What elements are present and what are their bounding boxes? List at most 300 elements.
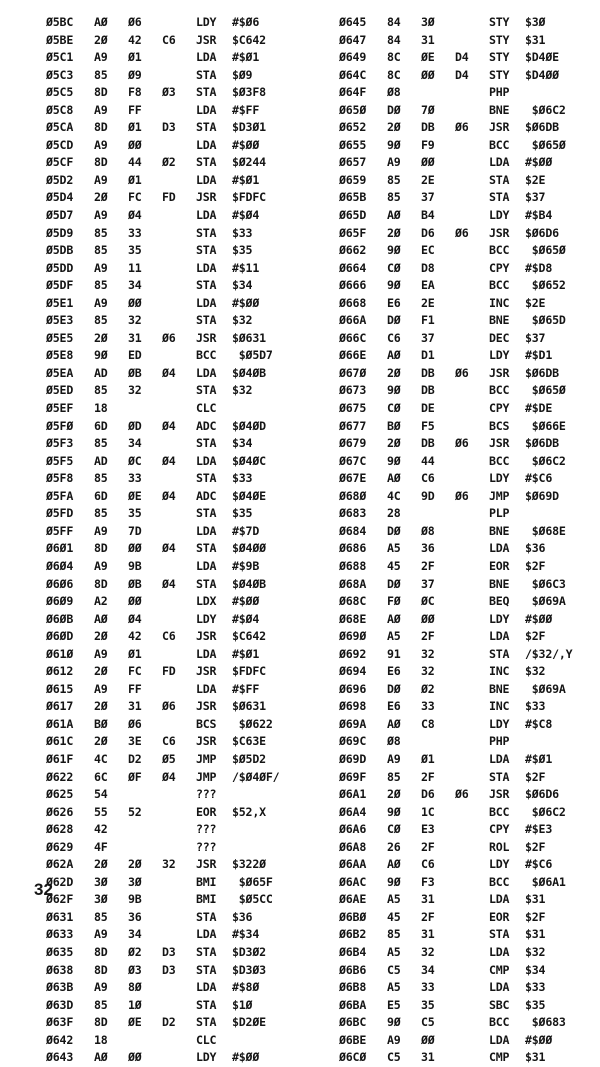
byte xyxy=(162,786,196,804)
machine-bytes xyxy=(387,540,489,558)
machine-bytes xyxy=(94,804,196,822)
operand: $Ø6A1 xyxy=(525,874,566,889)
byte: 85 xyxy=(94,436,108,451)
operand: $33 xyxy=(525,980,546,995)
address: Ø65D xyxy=(339,208,367,223)
operand: $D4ØØ xyxy=(525,67,559,82)
byte xyxy=(162,523,196,541)
byte xyxy=(162,646,196,664)
machine-bytes xyxy=(387,962,489,980)
listing-line xyxy=(46,576,312,594)
operand: $Ø631 xyxy=(232,330,266,345)
machine-bytes xyxy=(387,646,489,664)
address: Ø688 xyxy=(339,558,367,573)
byte: 4C xyxy=(387,488,401,503)
address: Ø69A xyxy=(339,716,367,731)
operand xyxy=(232,400,312,418)
address: Ø61Ø xyxy=(46,646,74,661)
byte: AØ xyxy=(387,611,401,626)
address: Ø6Ø4 xyxy=(46,558,74,573)
mnemonic: LDY xyxy=(489,716,510,731)
machine-bytes xyxy=(387,488,489,506)
address: Ø65F xyxy=(339,225,367,240)
address: Ø6AA xyxy=(339,857,367,872)
machine-bytes xyxy=(387,225,489,243)
address: Ø6Ø9 xyxy=(46,594,74,609)
address: Ø5FF xyxy=(46,523,74,538)
byte: C5 xyxy=(387,1050,401,1065)
byte: A5 xyxy=(387,629,401,644)
byte: A9 xyxy=(94,523,108,538)
listing-line xyxy=(339,716,600,734)
byte: 42 xyxy=(128,32,142,47)
listing-line xyxy=(46,119,312,137)
machine-bytes xyxy=(94,365,196,383)
mnemonic: SBC xyxy=(489,997,510,1012)
byte: 85 xyxy=(94,243,108,258)
byte: D3 xyxy=(162,944,176,959)
byte: 9B xyxy=(128,892,142,907)
operand: $52,X xyxy=(232,804,266,819)
byte xyxy=(455,382,489,400)
operand: #$E3 xyxy=(525,822,553,837)
machine-bytes xyxy=(387,769,489,787)
byte xyxy=(162,1032,196,1050)
operand: #$Ø4 xyxy=(232,611,260,626)
operand: $Ø69A xyxy=(525,681,566,696)
operand: $Ø69A xyxy=(525,594,566,609)
byte: 33 xyxy=(421,699,435,714)
byte: 36 xyxy=(421,541,435,556)
address: Ø5F8 xyxy=(46,471,74,486)
byte: Ø2 xyxy=(421,681,435,696)
byte xyxy=(455,347,489,365)
operand: $C642 xyxy=(232,32,266,47)
address: Ø675 xyxy=(339,401,367,416)
listing-line xyxy=(339,1049,600,1067)
machine-bytes xyxy=(94,891,196,909)
byte: A9 xyxy=(94,295,108,310)
listing-line xyxy=(339,119,600,137)
address: Ø67C xyxy=(339,453,367,468)
mnemonic: EOR xyxy=(489,558,510,573)
address: Ø69C xyxy=(339,734,367,749)
machine-bytes xyxy=(387,576,489,594)
byte: FF xyxy=(128,102,142,117)
machine-bytes xyxy=(94,593,196,611)
mnemonic: BCC xyxy=(489,383,510,398)
address: Ø657 xyxy=(339,155,367,170)
byte: E6 xyxy=(387,664,401,679)
machine-bytes xyxy=(387,839,489,857)
byte: A9 xyxy=(387,155,401,170)
byte: 8D xyxy=(94,155,108,170)
machine-bytes xyxy=(387,856,489,874)
operand: $FDFC xyxy=(232,664,266,679)
listing-line xyxy=(339,821,600,839)
byte xyxy=(455,698,489,716)
byte: ØE xyxy=(128,488,142,503)
listing-line xyxy=(339,611,600,629)
byte xyxy=(455,979,489,997)
address: Ø694 xyxy=(339,664,367,679)
byte: 3E xyxy=(128,734,142,749)
byte: C6 xyxy=(421,471,435,486)
byte: 42 xyxy=(94,822,108,837)
operand: $33 xyxy=(232,225,253,240)
address: Ø66C xyxy=(339,330,367,345)
byte: Ø3 xyxy=(128,962,142,977)
byte: F1 xyxy=(421,313,435,328)
byte: 2E xyxy=(421,295,435,310)
listing-line xyxy=(46,698,312,716)
mnemonic: JSR xyxy=(489,787,510,802)
byte: Ø4 xyxy=(162,769,176,784)
byte: 7Ø xyxy=(421,102,435,117)
listing-line xyxy=(339,435,600,453)
byte: 85 xyxy=(94,506,108,521)
byte: 85 xyxy=(387,769,401,784)
byte: EC xyxy=(421,243,435,258)
operand: $FDFC xyxy=(232,190,266,205)
operand: $Ø4ØE xyxy=(232,488,266,503)
operand: $3Ø xyxy=(525,15,546,29)
machine-bytes xyxy=(387,926,489,944)
machine-bytes xyxy=(387,1049,489,1067)
byte xyxy=(455,470,489,488)
byte: 85 xyxy=(94,313,108,328)
byte: ØC xyxy=(128,453,142,468)
byte: 32 xyxy=(128,313,142,328)
operand: $2E xyxy=(525,295,546,310)
byte xyxy=(421,84,455,102)
machine-bytes xyxy=(94,207,196,225)
byte xyxy=(455,874,489,892)
machine-bytes xyxy=(387,84,489,102)
address: Ø664 xyxy=(339,260,367,275)
byte: D8 xyxy=(421,260,435,275)
byte: ØØ xyxy=(128,137,142,152)
byte: C5 xyxy=(421,1015,435,1030)
byte xyxy=(455,821,489,839)
operand: $36 xyxy=(525,541,546,556)
mnemonic: STA xyxy=(196,67,217,82)
listing-line xyxy=(339,84,600,102)
byte: 33 xyxy=(128,225,142,240)
byte: E6 xyxy=(387,699,401,714)
listing-line xyxy=(46,804,312,822)
byte: 9Ø xyxy=(387,453,401,468)
byte: 36 xyxy=(128,909,142,924)
mnemonic: EOR xyxy=(489,909,510,924)
machine-bytes xyxy=(387,365,489,383)
byte xyxy=(128,400,162,418)
mnemonic: JSR xyxy=(489,436,510,451)
listing-line xyxy=(339,733,600,751)
listing-line xyxy=(339,295,600,313)
byte: DB xyxy=(421,120,435,135)
byte: ØD xyxy=(128,418,142,433)
byte xyxy=(421,505,455,523)
listing-line xyxy=(46,769,312,787)
machine-bytes xyxy=(94,628,196,646)
mnemonic: BMI xyxy=(196,892,217,907)
operand: #$FF xyxy=(232,102,260,117)
byte: ED xyxy=(128,348,142,363)
byte: C8 xyxy=(421,716,435,731)
byte: 42 xyxy=(128,629,142,644)
operand: $37 xyxy=(525,190,546,205)
machine-bytes xyxy=(387,891,489,909)
byte xyxy=(162,716,196,734)
byte: 28 xyxy=(387,506,401,521)
listing-line xyxy=(339,1032,600,1050)
mnemonic: LDA xyxy=(196,365,217,380)
machine-bytes xyxy=(94,962,196,980)
byte: 33 xyxy=(128,471,142,486)
machine-bytes xyxy=(387,400,489,418)
address: Ø625 xyxy=(46,787,74,802)
mnemonic: STA xyxy=(489,172,510,187)
operand: #$11 xyxy=(232,260,260,275)
byte: FD xyxy=(162,190,176,205)
listing-line xyxy=(46,347,312,365)
byte: B4 xyxy=(421,208,435,223)
operand: $36 xyxy=(232,909,253,924)
listing-left-column xyxy=(46,14,312,1067)
byte: A5 xyxy=(387,541,401,556)
byte: 9Ø xyxy=(387,874,401,889)
byte xyxy=(162,435,196,453)
address: Ø5F5 xyxy=(46,453,74,468)
operand: /$Ø4ØF/ xyxy=(232,769,280,784)
operand: #$ØØ xyxy=(525,155,553,170)
operand: $34 xyxy=(525,962,546,977)
operand: $2F xyxy=(525,909,546,924)
byte: Ø6 xyxy=(162,699,176,714)
address: Ø692 xyxy=(339,646,367,661)
byte xyxy=(455,926,489,944)
machine-bytes xyxy=(94,277,196,295)
byte: 8D xyxy=(94,85,108,100)
byte: 85 xyxy=(387,927,401,942)
byte xyxy=(455,751,489,769)
mnemonic: INC xyxy=(489,664,510,679)
byte xyxy=(455,207,489,225)
machine-bytes xyxy=(94,242,196,260)
byte: AØ xyxy=(94,1050,108,1065)
machine-bytes xyxy=(387,32,489,50)
byte: BØ xyxy=(387,418,401,433)
byte xyxy=(162,1049,196,1067)
mnemonic: CLC xyxy=(196,1032,217,1047)
address: Ø679 xyxy=(339,436,367,451)
machine-bytes xyxy=(387,909,489,927)
mnemonic: LDA xyxy=(196,102,217,117)
machine-bytes xyxy=(94,681,196,699)
address: Ø5CA xyxy=(46,120,74,135)
byte: 34 xyxy=(128,436,142,451)
listing-line xyxy=(339,540,600,558)
machine-bytes xyxy=(94,67,196,85)
byte: 85 xyxy=(94,383,108,398)
byte xyxy=(128,839,162,857)
mnemonic: STA xyxy=(196,962,217,977)
machine-bytes xyxy=(94,382,196,400)
mnemonic: LDY xyxy=(489,611,510,626)
byte: 54 xyxy=(94,787,108,802)
operand: $Ø9 xyxy=(232,67,253,82)
machine-bytes xyxy=(387,172,489,190)
byte: 4C xyxy=(94,751,108,766)
mnemonic: LDA xyxy=(196,137,217,152)
operand: $32 xyxy=(232,313,253,328)
mnemonic: JSR xyxy=(196,330,217,345)
byte: 55 xyxy=(94,804,108,819)
byte: D6 xyxy=(421,225,435,240)
operand: $Ø68E xyxy=(525,523,566,538)
byte: 45 xyxy=(387,558,401,573)
operand: $1Ø xyxy=(232,997,253,1012)
byte: Ø6 xyxy=(162,330,176,345)
byte xyxy=(162,593,196,611)
operand: $Ø6C2 xyxy=(525,102,566,117)
byte: 34 xyxy=(128,278,142,293)
byte: 32 xyxy=(162,857,176,872)
byte: D4 xyxy=(455,67,469,82)
byte xyxy=(162,681,196,699)
byte: 2Ø xyxy=(94,857,108,872)
operand: $32 xyxy=(525,944,546,959)
machine-bytes xyxy=(94,979,196,997)
machine-bytes xyxy=(94,663,196,681)
byte: 2F xyxy=(421,629,435,644)
machine-bytes xyxy=(387,698,489,716)
listing-line xyxy=(46,84,312,102)
byte: 91 xyxy=(387,646,401,661)
listing-line xyxy=(339,523,600,541)
byte: A9 xyxy=(94,646,108,661)
operand: $Ø66E xyxy=(525,418,566,433)
operand: $Ø5D2 xyxy=(232,751,266,766)
byte: Ø4 xyxy=(162,576,176,591)
listing-line xyxy=(46,786,312,804)
byte xyxy=(455,453,489,471)
machine-bytes xyxy=(94,400,196,418)
machine-bytes xyxy=(387,716,489,734)
mnemonic: BCC xyxy=(489,137,510,152)
operand: $37 xyxy=(525,330,546,345)
machine-bytes xyxy=(387,751,489,769)
listing-line xyxy=(46,611,312,629)
mnemonic: BEQ xyxy=(489,594,510,609)
byte: 52 xyxy=(128,804,142,819)
listing-line xyxy=(339,347,600,365)
address: Ø6Ø6 xyxy=(46,576,74,591)
address: Ø5E1 xyxy=(46,295,74,310)
mnemonic: LDA xyxy=(489,751,510,766)
machine-bytes xyxy=(387,733,489,751)
byte: Ø1 xyxy=(128,646,142,661)
byte: 9Ø xyxy=(387,137,401,152)
mnemonic: LDA xyxy=(196,980,217,995)
mnemonic: CPY xyxy=(489,822,510,837)
byte: DØ xyxy=(387,576,401,591)
address: Ø628 xyxy=(46,822,74,837)
listing-line xyxy=(339,102,600,120)
byte xyxy=(162,295,196,313)
listing-line xyxy=(46,207,312,225)
byte: 45 xyxy=(387,909,401,924)
byte: 8Ø xyxy=(128,980,142,995)
operand: $Ø65D xyxy=(525,313,566,328)
address: Ø66E xyxy=(339,348,367,363)
operand: $Ø4ØB xyxy=(232,365,266,380)
operand: $31 xyxy=(525,32,546,47)
machine-bytes xyxy=(387,330,489,348)
operand: $33 xyxy=(525,699,546,714)
byte: 33 xyxy=(421,980,435,995)
mnemonic: LDA xyxy=(196,260,217,275)
byte xyxy=(455,1032,489,1050)
mnemonic: ADC xyxy=(196,418,217,433)
listing-line xyxy=(46,453,312,471)
machine-bytes xyxy=(94,646,196,664)
address: Ø5EF xyxy=(46,401,74,416)
byte: Ø4 xyxy=(128,611,142,626)
byte: 34 xyxy=(128,927,142,942)
byte xyxy=(455,330,489,348)
machine-bytes xyxy=(94,523,196,541)
machine-bytes xyxy=(387,874,489,892)
operand: #$C8 xyxy=(525,716,553,731)
listing-line xyxy=(46,926,312,944)
address: Ø677 xyxy=(339,418,367,433)
byte: 9Ø xyxy=(387,383,401,398)
operand: $Ø4ØC xyxy=(232,453,266,468)
mnemonic: JSR xyxy=(489,225,510,240)
address: Ø647 xyxy=(339,32,367,47)
byte xyxy=(162,347,196,365)
byte: DØ xyxy=(387,102,401,117)
mnemonic: LDY xyxy=(489,348,510,363)
byte xyxy=(455,154,489,172)
address: Ø64C xyxy=(339,67,367,82)
machine-bytes xyxy=(94,84,196,102)
mnemonic: LDA xyxy=(196,646,217,661)
operand: #$D1 xyxy=(525,348,553,363)
machine-bytes xyxy=(94,944,196,962)
byte xyxy=(455,593,489,611)
address: Ø6ØD xyxy=(46,629,74,644)
mnemonic: STA xyxy=(489,190,510,205)
byte xyxy=(455,839,489,857)
address: Ø655 xyxy=(339,137,367,152)
mnemonic: LDY xyxy=(489,208,510,223)
operand: $2F xyxy=(525,629,546,644)
operand: #$ØØ xyxy=(232,594,260,609)
operand: $32 xyxy=(525,664,546,679)
byte: ØØ xyxy=(421,155,435,170)
byte xyxy=(128,821,162,839)
byte xyxy=(162,997,196,1015)
mnemonic: JSR xyxy=(489,365,510,380)
address: Ø5FD xyxy=(46,506,74,521)
mnemonic: CPY xyxy=(489,401,510,416)
listing-line xyxy=(46,505,312,523)
address: Ø622 xyxy=(46,769,74,784)
byte xyxy=(162,505,196,523)
